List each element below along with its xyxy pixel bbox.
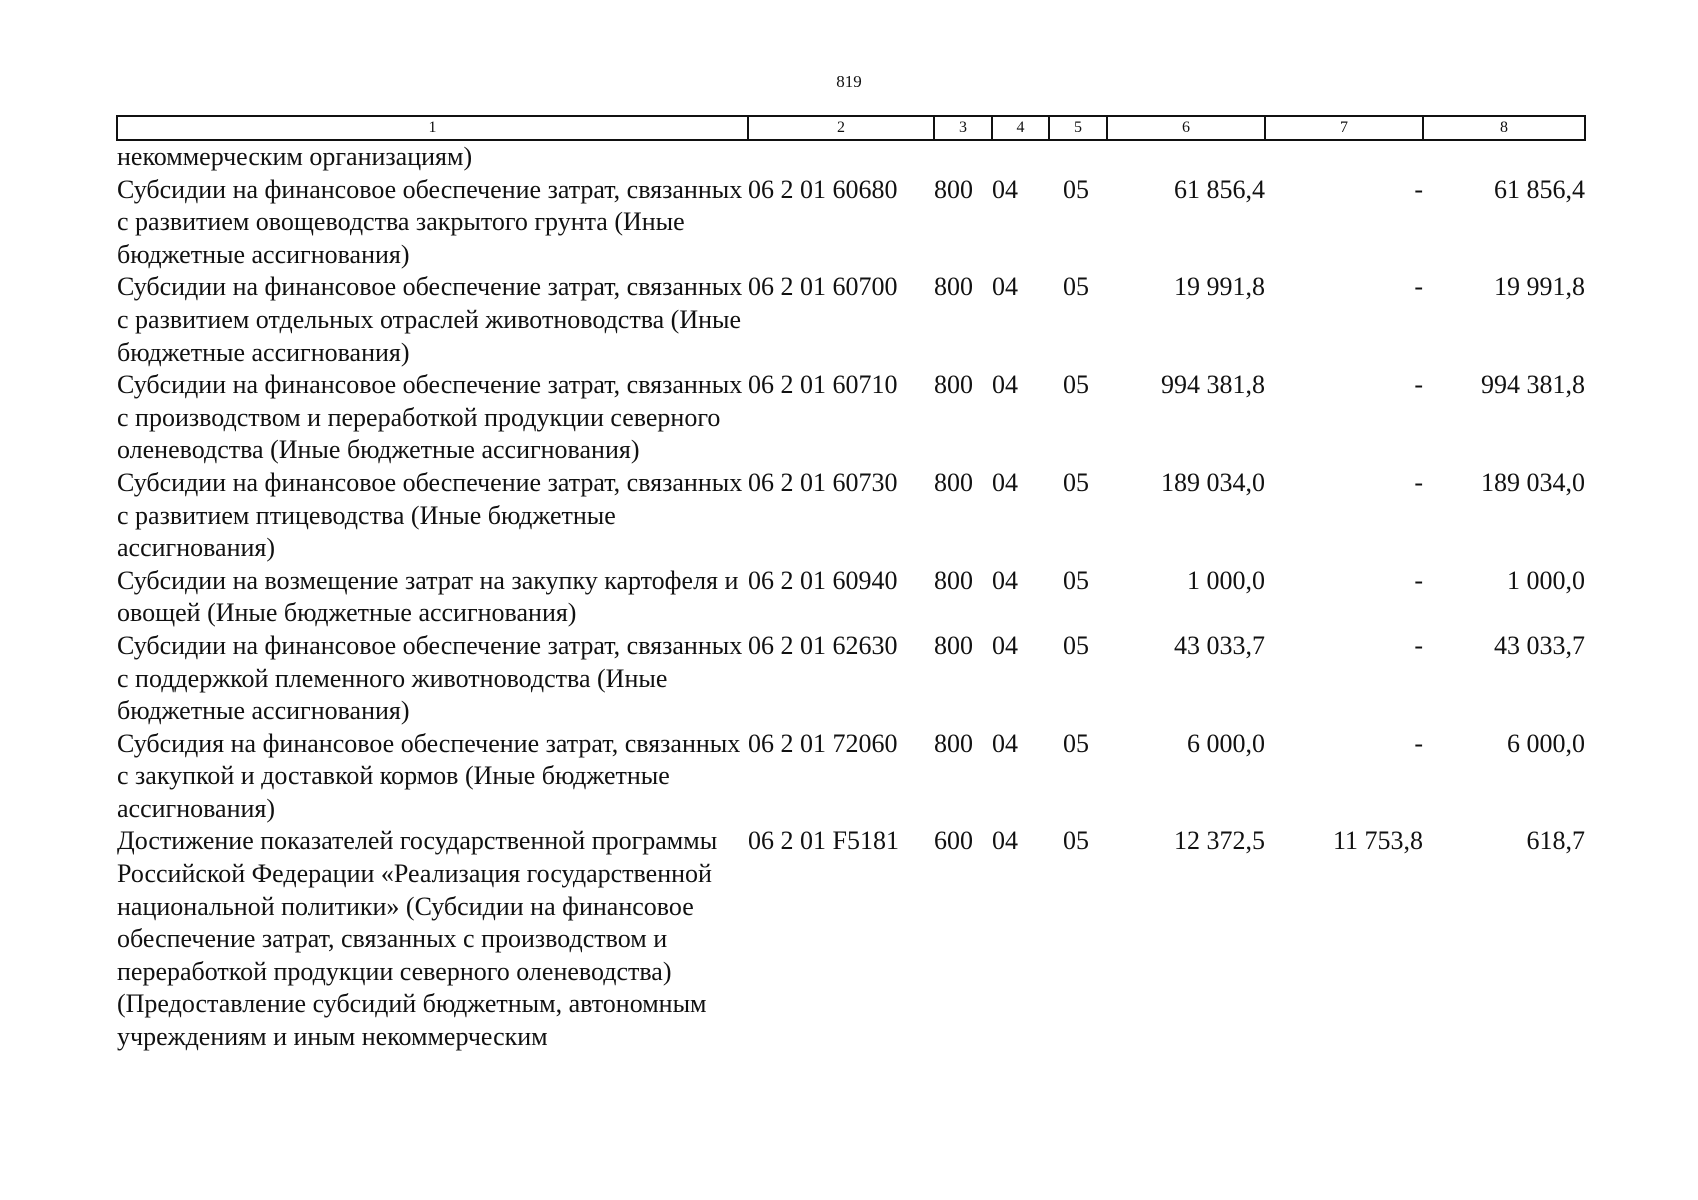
amount-regional-cell: 19 991,8 (1494, 272, 1585, 302)
amount-federal-cell: - (1414, 467, 1423, 497)
amount-total-cell: 994 381,8 (1161, 370, 1265, 400)
classification-code-cell: 06 2 01 60940 (748, 565, 898, 595)
section-cell: 04 (992, 565, 1018, 595)
classification-code-cell: 06 2 01 72060 (748, 728, 898, 758)
column-header: 7 (1265, 116, 1423, 140)
amount-total-cell: 43 033,7 (1174, 630, 1265, 660)
section-cell: 04 (992, 174, 1018, 204)
table-row (117, 271, 1585, 369)
amount-regional-cell: 618,7 (1526, 826, 1585, 856)
table-row (117, 728, 1585, 826)
subsection-cell: 05 (1063, 728, 1089, 758)
amount-federal-cell: - (1414, 174, 1423, 204)
column-header: 4 (992, 116, 1049, 140)
column-header: 6 (1107, 116, 1265, 140)
expense-type-cell: 800 (934, 630, 973, 660)
expense-type-cell: 800 (934, 174, 973, 204)
section-cell: 04 (992, 826, 1018, 856)
amount-regional-cell: 189 034,0 (1481, 467, 1585, 497)
amount-federal-cell: - (1414, 370, 1423, 400)
table-row (117, 174, 1585, 272)
item-name-cell: Достижение показателей государственной программы Российской Федерации «Реализация государственной национальной политики» (Субсидии на финансовое обеспечение затрат, связанных с производством и переработкой продукции северного оленеводства) (Предоставление субсидий бюджетным, автономным учреждениям и иным некоммерческим (117, 826, 718, 1052)
item-name-cell: Субсидии на финансовое обеспечение затрат, связанных с развитием птицеводства (Иные бюджетные ассигнования) (117, 467, 743, 563)
section-cell: 04 (992, 728, 1018, 758)
amount-total-cell: 6 000,0 (1187, 728, 1265, 758)
section-cell: 04 (992, 272, 1018, 302)
amount-federal-cell (1265, 140, 1423, 174)
item-name-cell: Субсидии на финансовое обеспечение затрат, связанных с развитием овощеводства закрытого грунта (Иные бюджетные ассигнования) (117, 174, 743, 269)
amount-total-cell: 189 034,0 (1161, 467, 1265, 497)
expense-type-cell (934, 140, 992, 174)
expense-type-cell: 800 (934, 728, 973, 758)
budget-table (116, 115, 1586, 1054)
column-header: 8 (1423, 116, 1585, 140)
subsection-cell: 05 (1063, 370, 1089, 400)
subsection-cell: 05 (1063, 174, 1089, 204)
classification-code-cell: 06 2 01 60730 (748, 467, 898, 497)
subsection-cell: 05 (1063, 826, 1089, 856)
item-name-cell: Субсидии на возмещение затрат на закупку картофеля и овощей (Иные бюджетные ассигнования) (117, 565, 739, 628)
column-header: 1 (117, 116, 748, 140)
classification-code-cell: 06 2 01 F5181 (748, 826, 899, 856)
expense-type-cell: 800 (934, 370, 973, 400)
amount-regional-cell: 43 033,7 (1494, 630, 1585, 660)
subsection-cell: 05 (1063, 630, 1089, 660)
table-row (117, 467, 1585, 565)
amount-total-cell (1107, 140, 1265, 174)
table-row (117, 630, 1585, 728)
column-header: 2 (748, 116, 934, 140)
item-name-cell: Субсидии на финансовое обеспечение затрат, связанных с развитием отдельных отраслей животноводства (Иные бюджетные ассигнования) (117, 272, 743, 367)
amount-regional-cell: 61 856,4 (1494, 174, 1585, 204)
section-cell: 04 (992, 630, 1018, 660)
section-cell (992, 140, 1049, 174)
column-header: 3 (934, 116, 992, 140)
item-name-cell: Субсидия на финансовое обеспечение затрат, связанных с закупкой и доставкой кормов (Иные бюджетные ассигнования) (117, 728, 741, 823)
subsection-cell (1049, 140, 1107, 174)
amount-federal-cell: - (1414, 630, 1423, 660)
amount-total-cell: 12 372,5 (1174, 826, 1265, 856)
table-row (117, 140, 1585, 174)
amount-total-cell: 19 991,8 (1174, 272, 1265, 302)
column-header: 5 (1049, 116, 1107, 140)
amount-federal-cell: - (1414, 272, 1423, 302)
section-cell: 04 (992, 370, 1018, 400)
amount-federal-cell: 11 753,8 (1332, 826, 1423, 856)
expense-type-cell: 800 (934, 272, 973, 302)
amount-total-cell: 61 856,4 (1174, 174, 1265, 204)
classification-code-cell: 06 2 01 60680 (748, 174, 898, 204)
item-name-cell: некоммерческим организациям) (117, 142, 473, 171)
classification-code-cell (748, 140, 934, 174)
subsection-cell: 05 (1063, 565, 1089, 595)
item-name-cell: Субсидии на финансовое обеспечение затрат, связанных с производством и переработкой продукции северного оленеводства (Иные бюджетные ассигнования) (117, 370, 743, 465)
amount-total-cell: 1 000,0 (1187, 565, 1265, 595)
classification-code-cell: 06 2 01 60700 (748, 272, 898, 302)
expense-type-cell: 600 (934, 826, 973, 856)
table-row (117, 825, 1585, 1053)
table-row (117, 369, 1585, 467)
amount-regional-cell: 6 000,0 (1507, 728, 1585, 758)
page-number: 819 (836, 72, 862, 91)
amount-federal-cell: - (1414, 565, 1423, 595)
amount-regional-cell: 1 000,0 (1507, 565, 1585, 595)
subsection-cell: 05 (1063, 272, 1089, 302)
subsection-cell: 05 (1063, 467, 1089, 497)
table-header (117, 116, 1585, 140)
item-name-cell: Субсидии на финансовое обеспечение затрат, связанных с поддержкой племенного животноводства (Иные бюджетные ассигнования) (117, 630, 743, 726)
section-cell: 04 (992, 467, 1018, 497)
amount-federal-cell: - (1414, 728, 1423, 758)
classification-code-cell: 06 2 01 60710 (748, 370, 898, 400)
expense-type-cell: 800 (934, 467, 973, 497)
classification-code-cell: 06 2 01 62630 (748, 630, 898, 660)
expense-type-cell: 800 (934, 565, 973, 595)
amount-regional-cell: 994 381,8 (1481, 370, 1585, 400)
table-row (117, 565, 1585, 630)
amount-regional-cell (1423, 140, 1585, 174)
table-body (117, 140, 1585, 1054)
